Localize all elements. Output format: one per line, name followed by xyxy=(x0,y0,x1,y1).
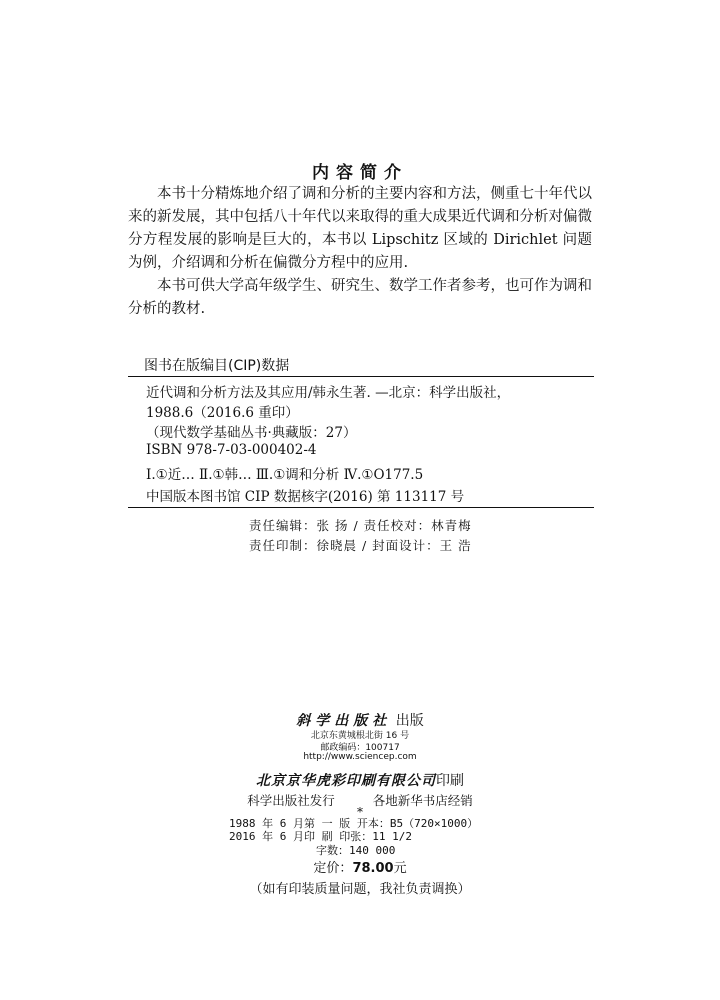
cip-line-4: ISBN 978-7-03-000402-4 xyxy=(146,442,317,458)
edition-line-1: 1988 年 6 月第 一 版 开本：B5（720×1000） xyxy=(229,817,479,830)
publisher-line xyxy=(0,710,720,730)
printer-line xyxy=(0,770,720,790)
price-line xyxy=(0,857,720,876)
publisher-logo: 斜学出版社 xyxy=(296,713,392,729)
printer-name: 北京京华虎彩印刷有限公司 xyxy=(256,773,436,789)
price-value: 78.00 xyxy=(352,861,394,876)
publisher-postcode: 邮政编码：100717 xyxy=(320,743,400,753)
word-count: 字数：140 000 xyxy=(316,844,396,857)
cip-line-6: 中国版本图书馆 CIP 数据核字(2016) 第 113117 号 xyxy=(146,489,465,505)
cip-line-5: Ⅰ.①近… Ⅱ.①韩… Ⅲ.①调和分析 Ⅳ.①O177.5 xyxy=(146,467,424,483)
cip-line-1: 近代调和分析方法及其应用/韩永生著. —北京：科学出版社， xyxy=(146,385,511,401)
publisher-website: http://www.sciencep.com xyxy=(303,752,417,762)
cip-heading: 图书在版编目(CIP)数据 xyxy=(144,358,290,374)
cip-line-2: 1988.6（2016.6 重印） xyxy=(146,405,299,421)
distribution-publisher: 科学出版社发行 xyxy=(247,793,335,808)
separator-asterisk: * xyxy=(357,805,363,819)
cip-top-rule xyxy=(128,376,594,377)
cip-bottom-rule xyxy=(128,507,594,508)
price-label: 定价： xyxy=(313,861,353,876)
intro-paragraph-2: 本书可供大学高年级学生、研究生、数学工作者参考，也可作为调和分析的教材. xyxy=(128,278,592,317)
credits-production: 责任印制：徐晓晨 / 封面设计：王 浩 xyxy=(249,538,472,553)
intro-paragraph-1: 本书十分精炼地介绍了调和分析的主要内容和方法，侧重七十年代以来的新发展，其中包括八十年代以来取得的重大成果近代调和分析对偏微分方程发展的影响是巨大的，本书以 Lipschitz 区域的 Dirichlet 问题为例，介绍调和分析在偏微分方程中的应用. xyxy=(128,186,592,271)
quality-notice: （如有印装质量问题，我社负责调换） xyxy=(249,882,471,897)
intro-title: 内容简介 xyxy=(312,163,408,183)
cip-line-3: （现代数学基础丛书·典藏版：27） xyxy=(146,425,357,441)
publisher-suffix: 出版 xyxy=(395,713,424,729)
distribution-bookstores: 各地新华书店经销 xyxy=(372,793,473,808)
price-unit: 元 xyxy=(393,861,407,876)
printer-suffix: 印刷 xyxy=(436,773,464,789)
edition-line-2: 2016 年 6 月印 刷 印张：11 1/2 xyxy=(229,830,412,843)
credits-editors: 责任编辑：张 扬 / 责任校对：林青梅 xyxy=(249,518,472,533)
publisher-address: 北京东黄城根北街 16 号 xyxy=(310,731,410,741)
